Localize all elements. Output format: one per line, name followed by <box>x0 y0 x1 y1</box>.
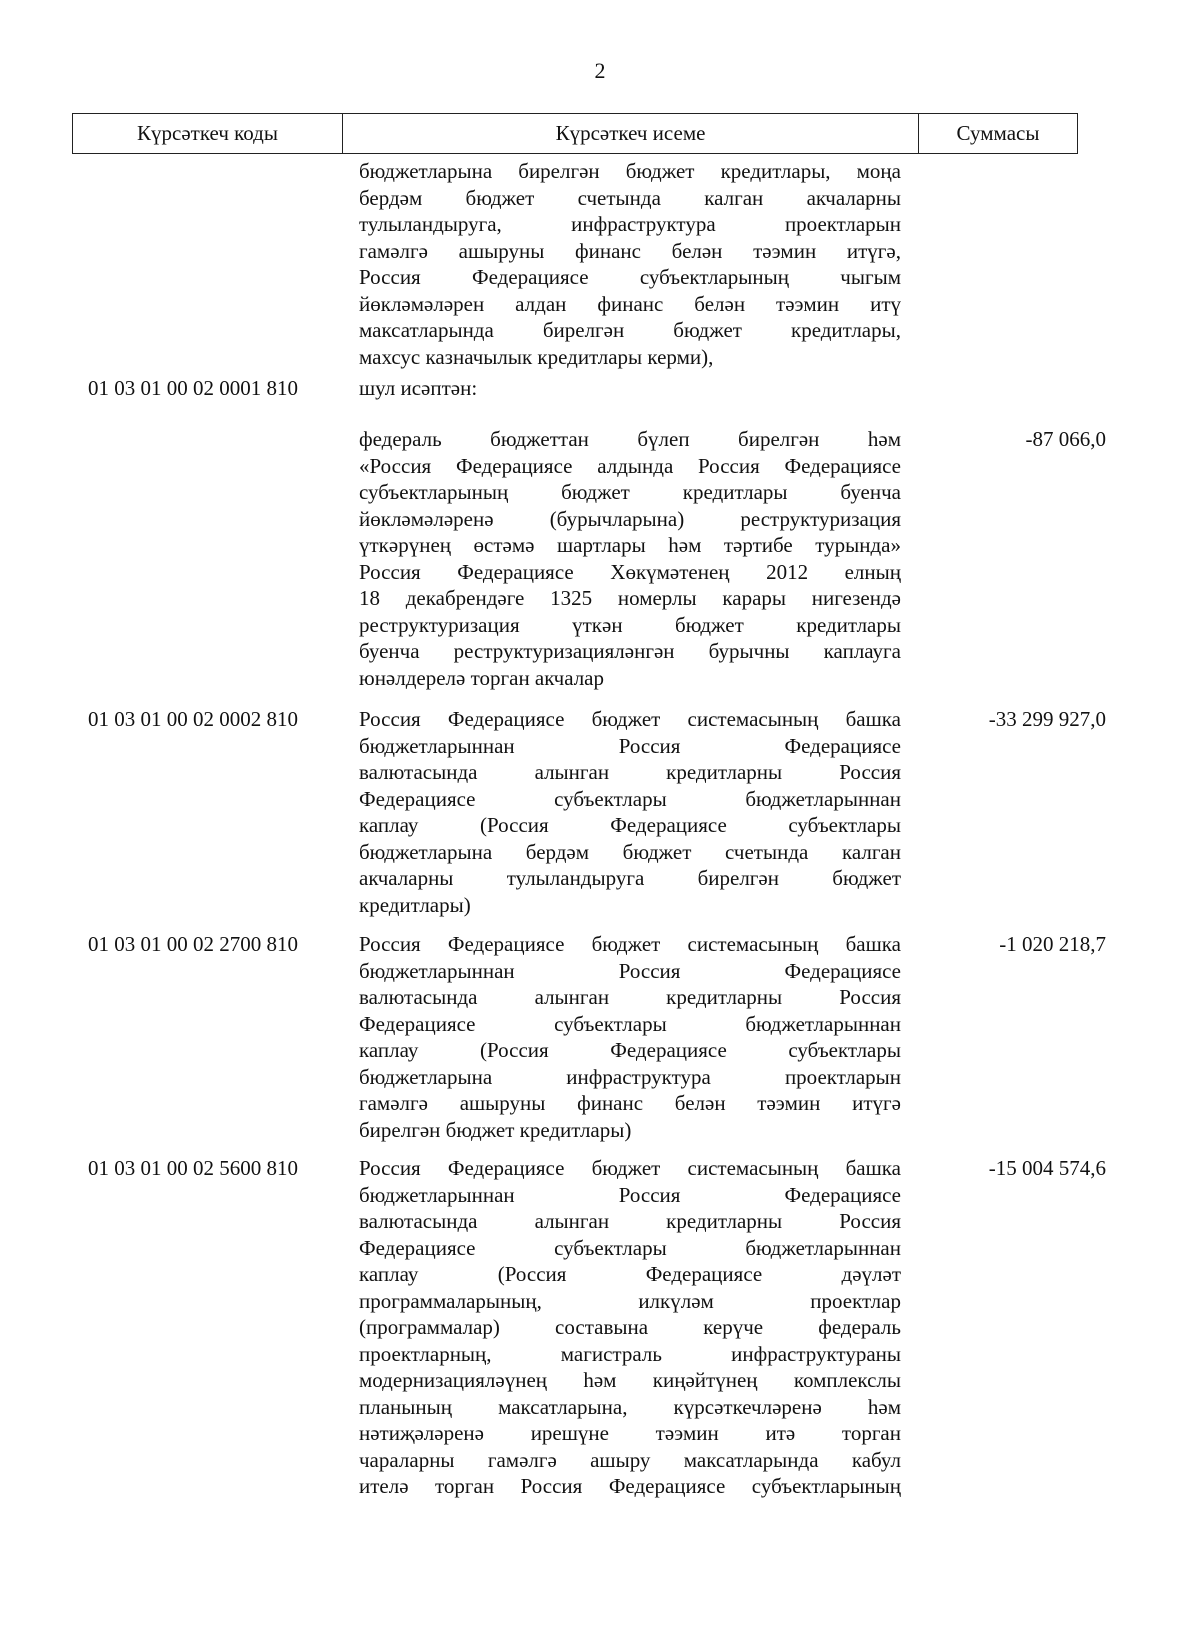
row-text <box>359 1155 901 1500</box>
text-line: Россия Федерациясе бюджет системасының башка <box>359 1156 901 1180</box>
row-text <box>359 426 901 691</box>
text-line: Россия Федерациясе бюджет системасының башка <box>359 932 901 956</box>
text-line: юнәлдерелә торган акчалар <box>359 665 604 690</box>
text-line: максатларында бирелгән бюджет кредитлары, <box>359 318 901 342</box>
row-sum: -33 299 927,0 <box>988 707 1106 731</box>
text-line: «Россия Федерациясе алдында Россия Федерациясе <box>359 453 901 478</box>
text-line: нәтиҗәләренә ирешүне тәэмин итә торган <box>359 1421 901 1445</box>
header-code: Күрсәткеч коды <box>73 114 343 153</box>
row-code: 01 03 01 00 02 2700 810 <box>88 932 298 956</box>
text-line: бюджетларына бердәм бюджет счетында калган <box>359 839 901 864</box>
row-text <box>359 931 901 1143</box>
row-sum: -1 020 218,7 <box>999 932 1106 956</box>
text-line: каплау (Россия Федерациясе субъектлары <box>359 1038 901 1062</box>
text-line: буенча реструктуризацияләнгән бурычны каплауга <box>359 639 901 663</box>
text-line: йөкләмәләрен алдан финанс белән тәэмин итү <box>359 291 901 316</box>
text-line: чараларны гамәлгә ашыру максатларында кабул <box>359 1447 901 1472</box>
text-line: бюджетларыннан Россия Федерациясе <box>359 1182 901 1207</box>
text-line: каплау (Россия Федерациясе дәүләт <box>359 1262 901 1286</box>
text-line: кредитлары) <box>359 892 471 917</box>
text-line: каплау (Россия Федерациясе субъектлары <box>359 813 901 837</box>
text-line: федераль бюджеттан бүлеп бирелгән һәм <box>359 427 901 451</box>
header-sum: Суммасы <box>956 121 1040 145</box>
text-line: бердәм бюджет счетында калган акчаларны <box>359 185 901 210</box>
text-line: Федерациясе субъектлары бюджетларыннан <box>359 786 901 811</box>
text-line: махсус казначылык кредитлары керми), <box>359 344 714 369</box>
row-text <box>359 706 901 918</box>
text-line: модернизацияләүнең һәм киңәйтүнең комплекслы <box>359 1368 901 1392</box>
table-header <box>72 113 1078 154</box>
text-line: шул исәптән: <box>359 376 478 400</box>
text-line: Федерациясе субъектлары бюджетларыннан <box>359 1235 901 1260</box>
text-line: проектларның, магистраль инфраструктураны <box>359 1341 901 1366</box>
text-line: бюджетларыннан Россия Федерациясе <box>359 958 901 983</box>
text-line: бюджетларына инфраструктура проектларын <box>359 1064 901 1089</box>
text-line: программаларының, илкүләм проектлар <box>359 1288 901 1313</box>
header-name: Күрсәткеч исеме <box>343 114 919 153</box>
row-text <box>359 158 901 370</box>
text-line: үткәрүнең өстәмә шартлары һәм тәртибе турында» <box>359 533 901 557</box>
text-line: планының максатларына, күрсәткечләренә һәм <box>359 1394 901 1419</box>
text-line: валютасында алынган кредитларны Россия <box>359 1209 901 1233</box>
row-code: 01 03 01 00 02 0001 810 <box>88 376 298 400</box>
text-line: (программалар) составына керүче федераль <box>359 1315 901 1339</box>
text-line: валютасында алынган кредитларны Россия <box>359 760 901 784</box>
text-line: акчаларны тулыландыруга бирелгән бюджет <box>359 866 901 890</box>
text-line: валютасында алынган кредитларны Россия <box>359 985 901 1009</box>
row-sum: -15 004 574,6 <box>988 1156 1106 1180</box>
page-number: 2 <box>594 58 606 83</box>
text-line: Россия Федерациясе Хөкүмәтенең 2012 елның <box>359 559 901 584</box>
text-line: ителә торган Россия Федерациясе субъектларының <box>359 1474 901 1498</box>
text-line: 18 декабрендәге 1325 номерлы карары нигезендә <box>359 586 901 610</box>
text-line: бюджетларына бирелгән бюджет кредитлары, моңа <box>359 159 901 183</box>
text-line: гамәлгә ашыруны финанс белән тәэмин итүгә, <box>359 238 901 263</box>
row-code: 01 03 01 00 02 5600 810 <box>88 1156 298 1180</box>
text-line: бирелгән бюджет кредитлары) <box>359 1117 632 1142</box>
text-line: бюджетларыннан Россия Федерациясе <box>359 733 901 758</box>
text-line: Федерациясе субъектлары бюджетларыннан <box>359 1011 901 1036</box>
text-line: тулыландыруга, инфраструктура проектларын <box>359 212 901 236</box>
text-line: гамәлгә ашыруны финанс белән тәэмин итүгә <box>359 1091 901 1115</box>
text-line: реструктуризация үткән бюджет кредитлары <box>359 612 901 637</box>
text-line: субъектларының бюджет кредитлары буенча <box>359 480 901 504</box>
text-line: йөкләмәләренә (бурычларына) реструктуризация <box>359 506 901 531</box>
row-text <box>359 375 901 402</box>
row-sum: -87 066,0 <box>1025 427 1106 451</box>
row-code: 01 03 01 00 02 0002 810 <box>88 707 298 731</box>
text-line: Россия Федерациясе бюджет системасының башка <box>359 707 901 731</box>
text-line: Россия Федерациясе субъектларының чыгым <box>359 265 901 289</box>
